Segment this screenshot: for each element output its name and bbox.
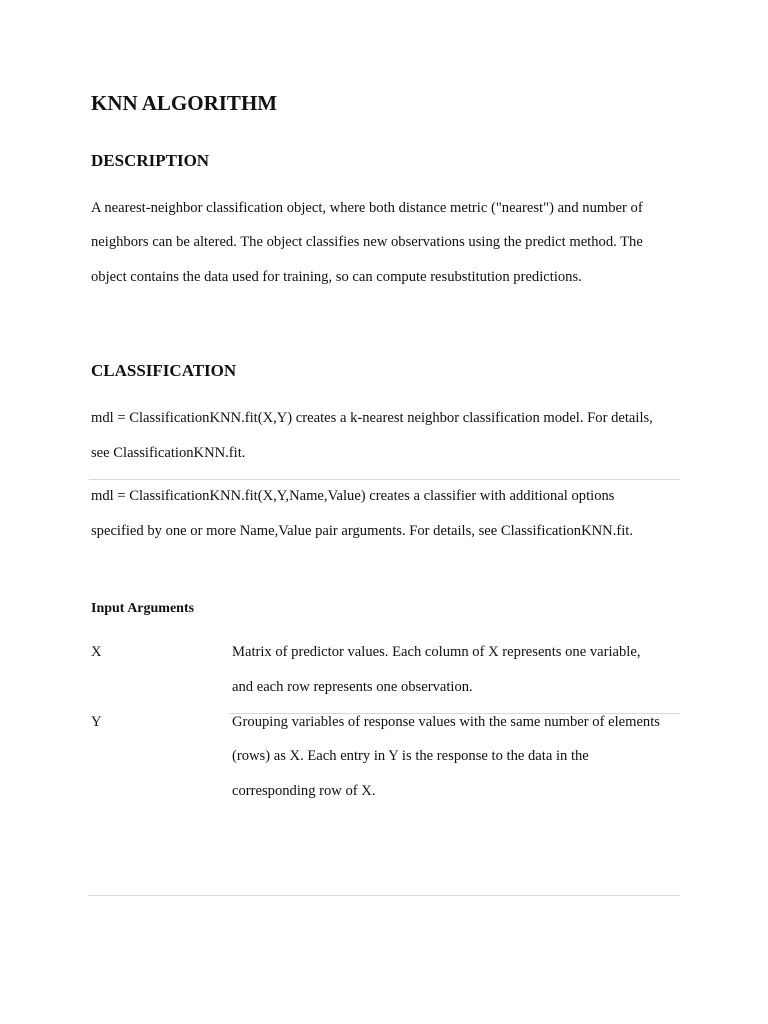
divider-rule: [89, 479, 680, 480]
classification-heading: CLASSIFICATION: [91, 361, 237, 380]
classification-entry-1-line-2: see ClassificationKNN.fit.: [91, 445, 246, 461]
argument-y-description-line-1: Grouping variables of response values with the same number of elements: [232, 714, 660, 730]
description-line-2: neighbors can be altered. The object classifies new observations using the predict method. The: [91, 234, 643, 250]
argument-name-y: Y: [91, 714, 102, 730]
description-line-3: object contains the data used for training, so can compute resubstitution predictions.: [91, 269, 582, 285]
argument-y-description-line-3: corresponding row of X.: [232, 783, 376, 799]
input-arguments-heading: Input Arguments: [91, 601, 195, 616]
page-title: KNN ALGORITHM: [91, 91, 278, 115]
argument-x-description-line-2: and each row represents one observation.: [232, 679, 473, 695]
argument-y-description-line-2: (rows) as X. Each entry in Y is the response to the data in the: [232, 748, 589, 764]
argument-x-description-line-1: Matrix of predictor values. Each column of X represents one variable,: [232, 644, 641, 660]
bottom-divider-rule: [88, 895, 680, 896]
argument-name-x: X: [91, 644, 102, 660]
classification-entry-1-line-1: mdl = ClassificationKNN.fit(X,Y) creates a k-nearest neighbor classification model. For details,: [91, 410, 653, 426]
classification-entry-2-line-2: specified by one or more Name,Value pair arguments. For details, see ClassificationKNN.fit.: [91, 523, 633, 539]
description-line-1: A nearest-neighbor classification object, where both distance metric ("nearest") and number of: [91, 200, 643, 216]
classification-entry-2-line-1: mdl = ClassificationKNN.fit(X,Y,Name,Value) creates a classifier with additional options: [91, 488, 615, 504]
description-heading: DESCRIPTION: [91, 151, 210, 170]
